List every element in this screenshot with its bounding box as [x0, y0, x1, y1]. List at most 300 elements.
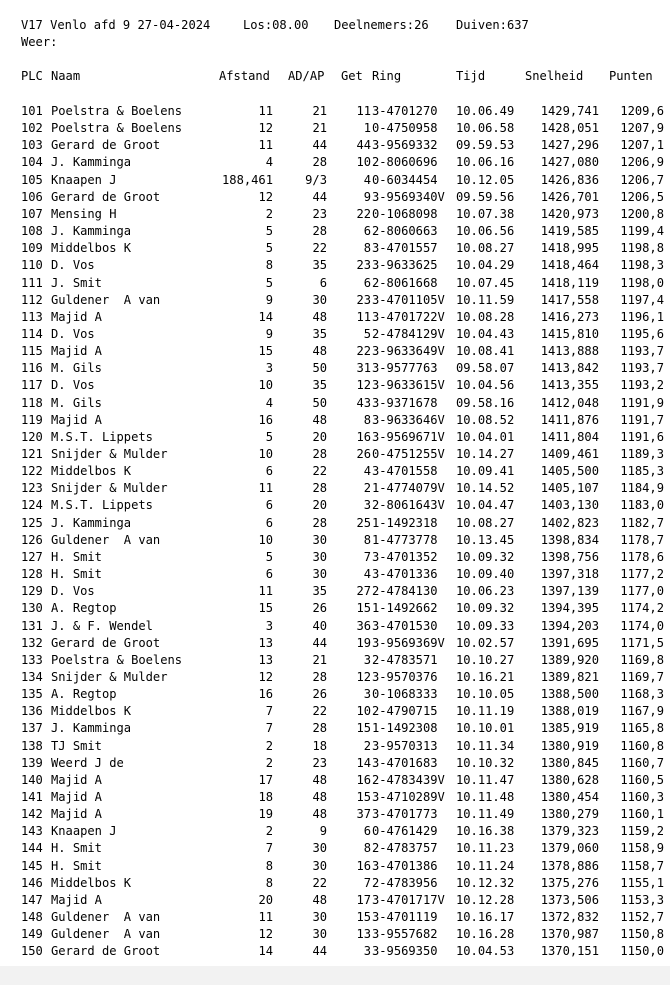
row-snelheid: 1379,323: [540, 824, 599, 839]
row-plc: 148: [21, 910, 43, 924]
row-plc: 107: [21, 206, 43, 221]
row-adap: 44: [312, 189, 327, 204]
row-adap: 30: [312, 910, 327, 924]
row-tijd: 10.14.52: [456, 481, 515, 496]
row-tijd: 10.08.28: [456, 309, 515, 324]
row-afstand: 4: [265, 155, 273, 170]
row-plc: 146: [21, 875, 43, 890]
row-snelheid: 1391,695: [540, 635, 599, 650]
row-plc: 115: [21, 344, 43, 359]
table-row: [21, 257, 666, 274]
table-row: [21, 635, 666, 652]
row-plc: 130: [21, 601, 43, 616]
row-adap: 22: [312, 241, 327, 256]
table-row: [21, 497, 666, 514]
row-afstand: 3: [265, 618, 273, 633]
row-afstand: 11: [258, 481, 273, 496]
row-plc: 104: [21, 155, 43, 170]
row-naam: Snijder & Mulder: [51, 669, 168, 684]
row-punten: 1196,1: [620, 309, 664, 324]
row-adap: 28: [312, 224, 327, 238]
row-ring: 3-9577763: [372, 361, 438, 376]
row-adap: 28: [312, 447, 327, 461]
row-adap: 28: [312, 155, 327, 170]
row-naam: H. Smit: [51, 567, 102, 581]
participants-count: Deelnemers:26: [334, 18, 429, 32]
row-punten: 1193,7: [620, 361, 664, 376]
row-snelheid: 1388,500: [540, 687, 599, 702]
row-afstand: 15: [258, 344, 273, 359]
row-afstand: 8: [265, 258, 273, 273]
release-time: Los:08.00: [243, 18, 309, 32]
row-afstand: 16: [258, 412, 273, 427]
page-bottom-edge: [0, 966, 670, 985]
row-adap: 44: [312, 138, 327, 153]
row-punten: 1177,2: [620, 567, 664, 581]
row-adap: 21: [312, 104, 327, 118]
row-naam: D. Vos: [51, 378, 95, 393]
row-naam: H. Smit: [51, 549, 102, 564]
row-adap: 6: [319, 275, 327, 290]
row-snelheid: 1418,119: [540, 275, 599, 290]
row-ring: 3-4701352: [372, 549, 438, 564]
row-plc: 108: [21, 224, 43, 238]
row-get: 26: [356, 447, 371, 461]
row-naam: Guldener A van: [51, 927, 161, 942]
row-plc: 126: [21, 532, 43, 547]
row-snelheid: 1428,051: [540, 121, 599, 136]
table-row: [21, 532, 666, 549]
row-naam: Weerd J de: [51, 755, 124, 770]
row-get: 4: [363, 172, 371, 187]
row-afstand: 11: [258, 104, 273, 118]
row-snelheid: 1380,845: [540, 755, 599, 770]
row-get: 6: [363, 224, 371, 238]
row-adap: 35: [312, 378, 327, 393]
row-plc: 145: [21, 858, 43, 873]
row-get: 27: [356, 584, 371, 599]
row-ring: 3-4701557: [372, 241, 438, 256]
row-snelheid: 1380,628: [540, 772, 599, 787]
row-afstand: 14: [258, 309, 273, 324]
row-afstand: 11: [258, 138, 273, 153]
row-naam: M.S.T. Lippets: [51, 429, 153, 444]
row-tijd: 10.11.34: [456, 738, 515, 753]
row-snelheid: 1416,273: [540, 309, 599, 324]
row-snelheid: 1378,886: [540, 858, 599, 873]
row-punten: 1177,0: [620, 584, 664, 599]
row-snelheid: 1394,203: [540, 618, 599, 633]
row-plc: 123: [21, 481, 43, 496]
row-afstand: 7: [265, 721, 273, 736]
row-get: 6: [363, 275, 371, 290]
row-adap: 30: [312, 841, 327, 856]
row-punten: 1199,4: [620, 224, 664, 238]
row-punten: 1195,6: [620, 326, 664, 341]
row-get: 13: [356, 927, 371, 942]
row-naam: Majid A: [51, 790, 102, 804]
row-get: 4: [363, 464, 371, 479]
row-adap: 18: [312, 738, 327, 753]
row-tijd: 10.08.52: [456, 412, 515, 427]
row-adap: 50: [312, 395, 327, 410]
row-ring: 1-4773778: [372, 532, 438, 547]
row-plc: 124: [21, 498, 43, 513]
row-ring: 3-9570376: [372, 669, 438, 684]
row-afstand: 17: [258, 772, 273, 787]
table-row: [21, 892, 666, 909]
row-ring: 3-4701558: [372, 464, 438, 479]
row-punten: 1191,9: [620, 395, 664, 410]
row-afstand: 15: [258, 601, 273, 616]
row-plc: 129: [21, 584, 43, 599]
row-plc: 142: [21, 807, 43, 822]
row-tijd: 10.11.59: [456, 292, 515, 307]
row-punten: 1182,7: [620, 515, 664, 530]
row-plc: 105: [21, 172, 43, 187]
row-tijd: 10.16.28: [456, 927, 515, 942]
table-row: [21, 703, 666, 720]
row-tijd: 10.10.32: [456, 755, 515, 770]
row-get: 19: [356, 635, 371, 650]
row-tijd: 10.10.27: [456, 652, 515, 667]
row-punten: 1152,7: [620, 910, 664, 924]
row-naam: Poelstra & Boelens: [51, 104, 183, 118]
row-punten: 1160,1: [620, 807, 664, 822]
row-snelheid: 1426,701: [540, 189, 599, 204]
row-afstand: 14: [258, 944, 273, 959]
table-row: [21, 943, 666, 960]
col-header-plc: PLC: [21, 69, 43, 83]
row-get: 7: [363, 875, 371, 890]
row-naam: A. Regtop: [51, 687, 117, 702]
table-row: [21, 429, 666, 446]
row-plc: 121: [21, 447, 43, 461]
row-punten: 1155,1: [620, 875, 664, 890]
row-plc: 116: [21, 361, 43, 376]
row-ring: 3-9371678: [372, 395, 438, 410]
row-plc: 112: [21, 292, 43, 307]
row-punten: 1160,7: [620, 755, 664, 770]
row-tijd: 10.07.38: [456, 206, 515, 221]
row-tijd: 10.11.24: [456, 858, 515, 873]
table-row: [21, 189, 666, 206]
row-ring: 3-9633615V: [372, 378, 445, 393]
row-tijd: 10.06.56: [456, 224, 515, 238]
row-get: 16: [356, 429, 371, 444]
row-afstand: 11: [258, 584, 273, 599]
row-afstand: 7: [265, 704, 273, 719]
row-get: 15: [356, 910, 371, 924]
row-naam: Majid A: [51, 807, 102, 822]
row-afstand: 20: [258, 892, 273, 907]
row-punten: 1178,6: [620, 549, 664, 564]
row-get: 10: [356, 704, 371, 719]
row-punten: 1169,7: [620, 669, 664, 684]
row-punten: 1150,0: [620, 944, 664, 959]
row-naam: Gerard de Groot: [51, 944, 161, 959]
row-snelheid: 1397,139: [540, 584, 599, 599]
row-tijd: 10.09.32: [456, 549, 515, 564]
row-snelheid: 1427,080: [540, 155, 599, 170]
row-adap: 50: [312, 361, 327, 376]
row-naam: D. Vos: [51, 326, 95, 341]
col-header-afstand: Afstand: [219, 69, 270, 83]
row-punten: 1198,8: [620, 241, 664, 256]
row-tijd: 10.02.57: [456, 635, 515, 650]
row-naam: Snijder & Mulder: [51, 447, 168, 461]
row-ring: 0-1068098: [372, 206, 438, 221]
row-plc: 128: [21, 567, 43, 581]
row-ring: 3-9569340V: [372, 189, 445, 204]
row-plc: 147: [21, 892, 43, 907]
table-row: [21, 806, 666, 823]
row-snelheid: 1394,395: [540, 601, 599, 616]
row-tijd: 10.11.48: [456, 790, 515, 804]
row-ring: 2-4783571: [372, 652, 438, 667]
row-ring: 3-4701270: [372, 104, 438, 118]
row-ring: 1-1492318: [372, 515, 438, 530]
col-header-get: Get: [341, 69, 363, 83]
row-tijd: 10.06.23: [456, 584, 515, 599]
row-ring: 2-8060696: [372, 155, 438, 170]
weather-label: Weer:: [21, 35, 58, 49]
row-tijd: 10.12.28: [456, 892, 515, 907]
row-naam: Majid A: [51, 344, 102, 359]
row-tijd: 10.16.17: [456, 910, 515, 924]
row-naam: Middelbos K: [51, 704, 132, 719]
row-ring: 1-1492308: [372, 721, 438, 736]
row-adap: 30: [312, 292, 327, 307]
row-naam: A. Regtop: [51, 601, 117, 616]
row-ring: 1-4774079V: [372, 481, 445, 496]
row-plc: 102: [21, 121, 43, 136]
table-row: [21, 343, 666, 360]
row-snelheid: 1420,973: [540, 206, 599, 221]
col-header-tijd: Tijd: [456, 69, 486, 83]
row-ring: 2-4783439V: [372, 772, 445, 787]
row-ring: 2-8060663: [372, 224, 438, 238]
row-ring: 3-4701683: [372, 755, 438, 770]
table-row: [21, 909, 666, 926]
row-naam: J. Kamminga: [51, 515, 132, 530]
table-row: [21, 600, 666, 617]
row-afstand: 5: [265, 224, 273, 238]
row-tijd: 10.08.41: [456, 344, 515, 359]
table-row: [21, 103, 666, 120]
row-tijd: 10.04.43: [456, 326, 515, 341]
row-punten: 1178,7: [620, 532, 664, 547]
row-punten: 1174,0: [620, 618, 664, 633]
row-plc: 119: [21, 412, 43, 427]
row-adap: 20: [312, 498, 327, 513]
row-snelheid: 1426,836: [540, 172, 599, 187]
row-adap: 30: [312, 927, 327, 942]
row-get: 11: [356, 309, 371, 324]
row-plc: 109: [21, 241, 43, 256]
row-afstand: 12: [258, 927, 273, 942]
row-get: 8: [363, 412, 371, 427]
row-snelheid: 1413,355: [540, 378, 599, 393]
race-title: V17 Venlo afd 9 27-04-2024: [21, 18, 211, 32]
row-punten: 1150,8: [620, 927, 664, 942]
row-plc: 139: [21, 755, 43, 770]
row-tijd: 10.13.45: [456, 532, 515, 547]
row-get: 15: [356, 721, 371, 736]
table-row: [21, 292, 666, 309]
row-tijd: 10.16.21: [456, 669, 515, 684]
row-get: 15: [356, 790, 371, 804]
row-afstand: 6: [265, 567, 273, 581]
table-row: [21, 720, 666, 737]
row-plc: 103: [21, 138, 43, 153]
row-tijd: 10.08.27: [456, 241, 515, 256]
row-snelheid: 1385,919: [540, 721, 599, 736]
row-get: 43: [356, 395, 371, 410]
row-punten: 1197,4: [620, 292, 664, 307]
row-tijd: 09.59.53: [456, 138, 515, 153]
row-get: 8: [363, 241, 371, 256]
row-ring: 0-4750958: [372, 121, 438, 136]
row-plc: 114: [21, 326, 43, 341]
row-plc: 110: [21, 258, 43, 273]
row-afstand: 7: [265, 841, 273, 856]
row-naam: J. Smit: [51, 275, 102, 290]
row-ring: 3-9557682: [372, 927, 438, 942]
row-afstand: 8: [265, 858, 273, 873]
row-get: 6: [363, 824, 371, 839]
table-row: [21, 566, 666, 583]
row-punten: 1165,8: [620, 721, 664, 736]
row-snelheid: 1405,500: [540, 464, 599, 479]
row-naam: Knaapen J: [51, 824, 117, 839]
table-row: [21, 120, 666, 137]
row-naam: J. Kamminga: [51, 155, 132, 170]
row-get: 23: [356, 258, 371, 273]
table-row: [21, 875, 666, 892]
row-afstand: 13: [258, 635, 273, 650]
table-row: [21, 172, 666, 189]
table-row: [21, 515, 666, 532]
table-row: [21, 463, 666, 480]
row-ring: 0-1068333: [372, 687, 438, 702]
row-ring: 3-4701336: [372, 567, 438, 581]
row-punten: 1207,1: [620, 138, 664, 153]
table-row: [21, 240, 666, 257]
row-ring: 2-8061643V: [372, 498, 445, 513]
row-afstand: 12: [258, 121, 273, 136]
row-ring: 3-9569350: [372, 944, 438, 959]
row-plc: 101: [21, 104, 43, 118]
row-afstand: 11: [258, 910, 273, 924]
table-row: [21, 137, 666, 154]
row-snelheid: 1389,821: [540, 669, 599, 684]
row-adap: 30: [312, 549, 327, 564]
row-naam: J. Kamminga: [51, 224, 132, 238]
row-tijd: 10.06.49: [456, 104, 515, 118]
row-get: 9: [363, 189, 371, 204]
row-ring: 3-9633646V: [372, 412, 445, 427]
table-row: [21, 360, 666, 377]
row-afstand: 9: [265, 292, 273, 307]
row-adap: 20: [312, 429, 327, 444]
row-adap: 23: [312, 206, 327, 221]
row-snelheid: 1389,920: [540, 652, 599, 667]
row-punten: 1189,3: [620, 447, 664, 461]
row-punten: 1167,9: [620, 704, 664, 719]
row-afstand: 2: [265, 738, 273, 753]
row-tijd: 10.04.47: [456, 498, 515, 513]
row-get: 8: [363, 841, 371, 856]
row-adap: 48: [312, 412, 327, 427]
row-tijd: 10.12.32: [456, 875, 515, 890]
row-adap: 35: [312, 326, 327, 341]
row-afstand: 6: [265, 464, 273, 479]
row-ring: 3-4701530: [372, 618, 438, 633]
row-plc: 120: [21, 429, 43, 444]
row-plc: 144: [21, 841, 43, 856]
row-ring: 3-9633649V: [372, 344, 445, 359]
row-adap: 9/3: [305, 172, 327, 187]
row-tijd: 10.09.32: [456, 601, 515, 616]
row-get: 2: [363, 738, 371, 753]
row-afstand: 5: [265, 275, 273, 290]
row-punten: 1184,9: [620, 481, 664, 496]
table-row: [21, 583, 666, 600]
row-ring: 3-9569369V: [372, 635, 445, 650]
row-snelheid: 1372,832: [540, 910, 599, 924]
row-get: 15: [356, 601, 371, 616]
row-adap: 22: [312, 875, 327, 890]
row-snelheid: 1415,810: [540, 326, 599, 341]
pigeons-count: Duiven:637: [456, 18, 529, 32]
row-get: 25: [356, 515, 371, 530]
row-naam: Poelstra & Boelens: [51, 121, 183, 136]
row-get: 3: [363, 652, 371, 667]
row-naam: TJ Smit: [51, 738, 102, 753]
row-get: 3: [363, 944, 371, 959]
row-snelheid: 1413,888: [540, 344, 599, 359]
row-tijd: 10.04.29: [456, 258, 515, 273]
row-afstand: 16: [258, 687, 273, 702]
row-ring: 3-4701773: [372, 807, 438, 822]
table-row: [21, 652, 666, 669]
row-adap: 48: [312, 344, 327, 359]
row-tijd: 10.06.58: [456, 121, 515, 136]
row-get: 17: [356, 892, 371, 907]
row-snelheid: 1398,834: [540, 532, 599, 547]
row-punten: 1185,3: [620, 464, 664, 479]
row-tijd: 10.14.27: [456, 447, 515, 461]
row-tijd: 10.04.53: [456, 944, 515, 959]
row-snelheid: 1418,995: [540, 241, 599, 256]
row-get: 16: [356, 858, 371, 873]
row-afstand: 10: [258, 532, 273, 547]
row-adap: 26: [312, 601, 327, 616]
row-plc: 141: [21, 790, 43, 804]
table-row: [21, 326, 666, 343]
col-header-punten: Punten: [609, 69, 653, 83]
row-tijd: 10.04.01: [456, 429, 515, 444]
row-ring: 3-4701722V: [372, 309, 445, 324]
row-punten: 1169,8: [620, 652, 664, 667]
row-afstand: 19: [258, 807, 273, 822]
row-plc: 111: [21, 275, 43, 290]
row-get: 14: [356, 755, 371, 770]
row-get: 11: [356, 104, 371, 118]
row-naam: Majid A: [51, 772, 102, 787]
table-row: [21, 412, 666, 429]
